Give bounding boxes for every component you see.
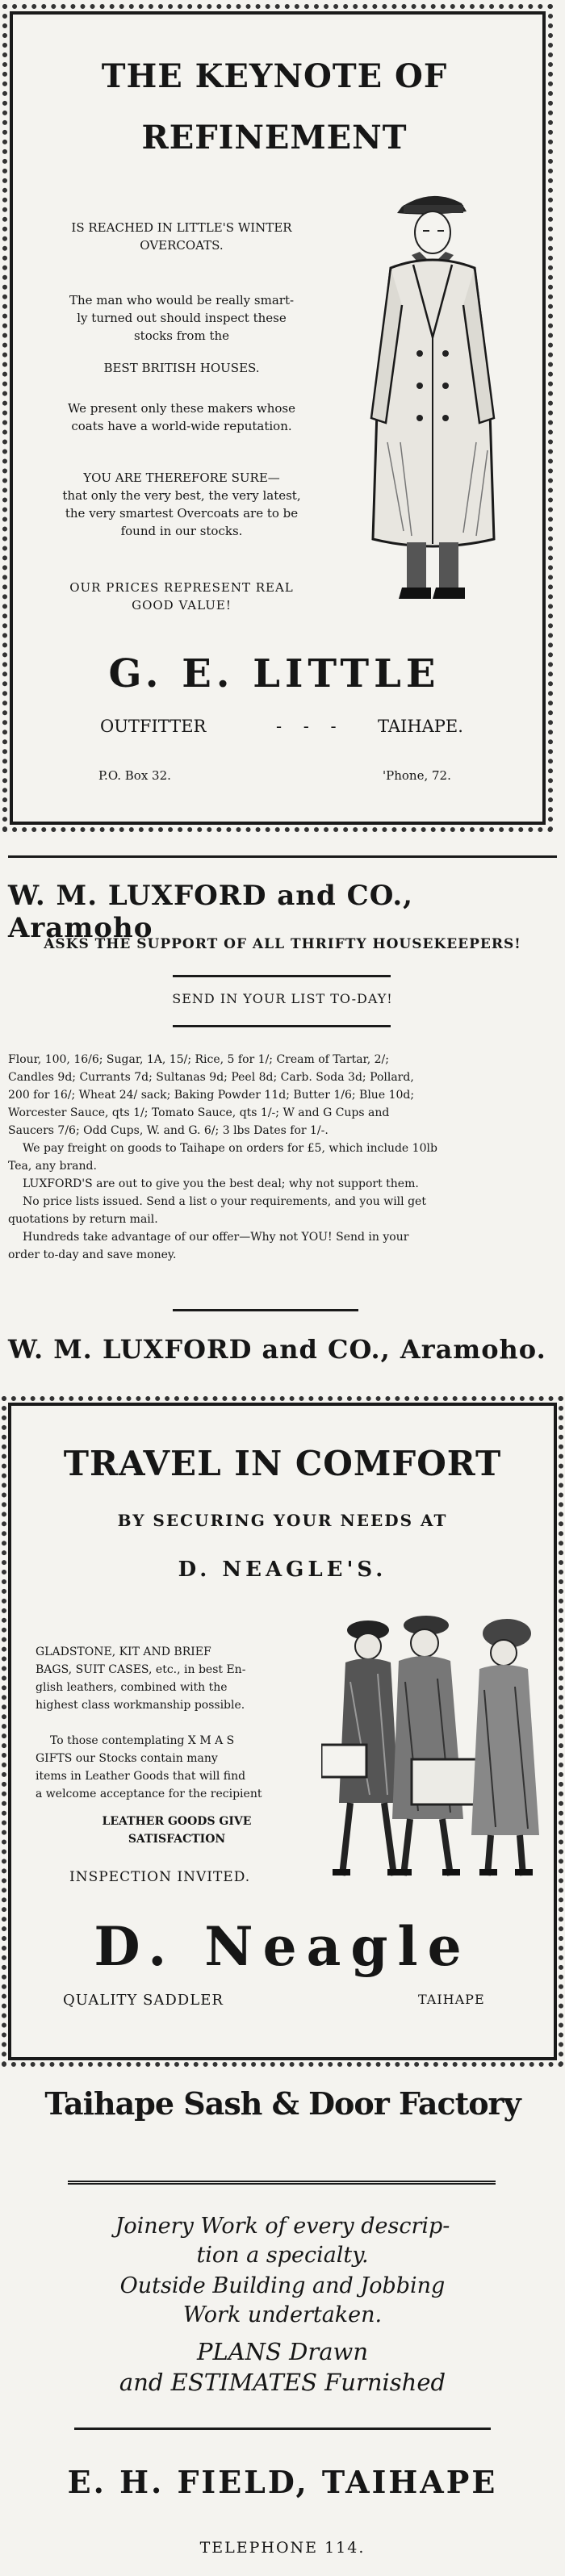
neagle-sub: BY SECURING YOUR NEEDS AT (117, 1511, 448, 1530)
little-phone: 'Phone, 72. (383, 768, 451, 783)
luxford-footer: W. M. LUXFORD and CO., Aramoho. (8, 1334, 546, 1365)
little-para3-2: that only the very best, the very latest, (62, 488, 301, 503)
field-telephone: TELEPHONE 114. (199, 2539, 366, 2557)
neagle-big-name: D. Neagle (94, 1915, 471, 1978)
little-po-box: P.O. Box 32. (98, 768, 171, 783)
luxford-body-line-7: Tea, any brand. (8, 1160, 97, 1173)
field-rule-bottom (74, 2428, 491, 2430)
luxford-subhead: ASKS THE SUPPORT OF ALL THRIFTY HOUSEKEEPERS! (44, 936, 521, 952)
field-line-1: Joinery Work of every descrip- (115, 2214, 450, 2239)
field-title: Taihape Sash & Door Factory (44, 2085, 521, 2122)
little-reached-1: IS REACHED IN LITTLE'S WINTER (71, 220, 292, 235)
neagle-headline: TRAVEL IN COMFORT (63, 1444, 502, 1483)
field-line-6: and ESTIMATES Furnished (119, 2369, 446, 2396)
luxford-title: W. M. LUXFORD and CO., Aramoho (8, 880, 414, 944)
luxford-top-rule (8, 855, 557, 858)
little-reached-2: OVERCOATS. (140, 238, 224, 253)
travellers-illustration (321, 1601, 544, 1900)
neagle-p1-line-2: BAGS, SUIT CASES, etc., in best En- (36, 1663, 246, 1676)
luxford-body-line-10: quotations by return mail. (8, 1213, 158, 1226)
luxford-body-line-6: We pay freight on goods to Taihape on orders for £5, which include 10lb (23, 1142, 437, 1155)
little-para1-3: stocks from the (133, 328, 230, 343)
neagle-inspection: INSPECTION INVITED. (69, 1869, 251, 1885)
little-trade-left: OUTFITTER (100, 717, 207, 736)
little-para3-4: found in our stocks. (120, 524, 243, 538)
neagle-leather-line-2: SATISFACTION (128, 1833, 226, 1846)
luxford-short-rule-1 (173, 975, 391, 977)
luxford-body-line-11: Hundreds take advantage of our offer—Why not YOU! Send in your (23, 1231, 409, 1244)
neagle-p1-line-3: glish leathers, combined with the (36, 1681, 228, 1694)
neagle-p2-line-1: To those contemplating X M A S (50, 1734, 235, 1747)
luxford-send: SEND IN YOUR LIST TO-DAY! (172, 991, 393, 1006)
field-line-4: Work undertaken. (182, 2302, 383, 2327)
field-rule-top (68, 2181, 496, 2185)
field-line-3: Outside Building and Jobbing (119, 2273, 446, 2298)
little-para1-2: ly turned out should inspect these (77, 311, 287, 325)
luxford-body-line-9: No price lists issued. Send a list o your requirements, and you will get (23, 1195, 426, 1208)
neagle-p2-line-3: items in Leather Goods that will find (36, 1770, 246, 1783)
neagle-trade-left: QUALITY SADDLER (63, 1992, 224, 2009)
little-best-british: BEST BRITISH HOUSES. (103, 361, 260, 375)
luxford-body-line-2: Candles 9d; Currants 7d; Sultanas 9d; Peel 8d; Carb. Soda 3d; Pollard, (8, 1071, 414, 1084)
neagle-name-small: D. NEAGLE'S. (178, 1558, 387, 1582)
luxford-body-line-1: Flour, 100, 16/6; Sugar, 1A, 15/; Rice, 5 for 1/; Cream of Tartar, 2/; (8, 1053, 389, 1066)
little-para1-1: The man who would be really smart- (69, 293, 295, 307)
little-para2-2: coats have a world-wide reputation. (71, 419, 292, 433)
overcoat-man-illustration (355, 184, 508, 612)
little-headline-2: REFINEMENT (141, 119, 408, 157)
little-prices-1: OUR PRICES REPRESENT REAL (69, 580, 294, 595)
little-prices-2: GOOD VALUE! (132, 598, 232, 613)
luxford-body-line-3: 200 for 16/; Wheat 24/ sack; Baking Powder 11d; Butter 1/6; Blue 10d; (8, 1089, 415, 1102)
field-line-5: PLANS Drawn (196, 2338, 369, 2365)
luxford-body-line-5: Saucers 7/6; Odd Cups, W. and G. 6/; 3 lbs Dates for 1/-. (8, 1124, 329, 1137)
little-para3-3: the very smartest Overcoats are to be (65, 506, 299, 521)
little-para2-1: We present only these makers whose (67, 401, 296, 416)
little-headline-1: THE KEYNOTE OF (101, 57, 448, 95)
little-trade-dashes: - - - (276, 717, 345, 736)
luxford-body-line-8: LUXFORD'S are out to give you the best deal; why not support them. (23, 1177, 419, 1190)
little-para3-1: YOU ARE THEREFORE SURE— (83, 470, 280, 485)
neagle-p1-line-1: GLADSTONE, KIT AND BRIEF (36, 1646, 211, 1658)
luxford-short-rule-2 (173, 1025, 391, 1027)
field-name: E. H. FIELD, TAIHAPE (67, 2464, 498, 2500)
luxford-bottom-short-rule (173, 1309, 358, 1311)
neagle-p2-line-2: GIFTS our Stocks contain many (36, 1752, 218, 1765)
neagle-p2-line-4: a welcome acceptance for the recipient (36, 1788, 262, 1800)
neagle-leather-line-1: LEATHER GOODS GIVE (102, 1815, 252, 1828)
neagle-para-1 (36, 1643, 342, 1714)
little-trade-right: TAIHAPE. (378, 717, 463, 736)
little-name: G. E. LITTLE (108, 651, 441, 696)
luxford-body-line-4: Worcester Sauce, qts 1/; Tomato Sauce, qts 1/-; W and G Cups and (8, 1106, 390, 1119)
field-line-2: tion a specialty. (196, 2243, 369, 2268)
neagle-trade-right: TAIHAPE (418, 1992, 485, 2007)
neagle-para-2 (36, 1732, 342, 1803)
neagle-p1-line-4: highest class workmanship possible. (36, 1699, 245, 1712)
neagle-leather (36, 1813, 318, 1848)
luxford-body (8, 1051, 557, 1264)
luxford-body-line-12: order to-day and save money. (8, 1248, 177, 1261)
